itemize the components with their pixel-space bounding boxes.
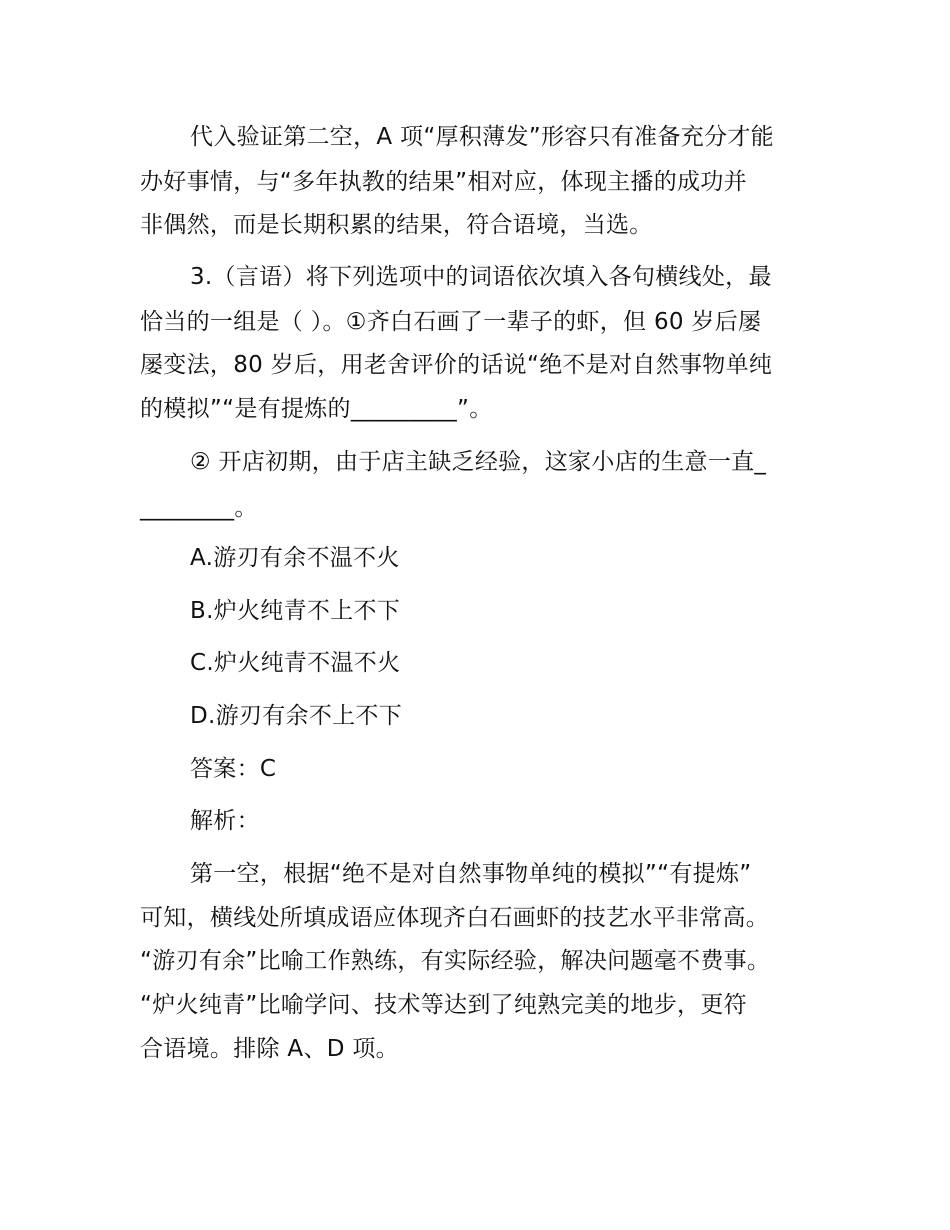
question-line: 的模拟”“是有提炼的_________”。 <box>140 396 493 422</box>
option-d: D.游刃有余不上不下 <box>190 703 403 729</box>
option-b: B.炉火纯青不上不下 <box>190 598 401 624</box>
analysis-line: 可知，横线处所填成语应体现齐白石画虾的技艺水平非常高。 <box>140 905 770 931</box>
option-c: C.炉火纯青不温不火 <box>190 650 401 676</box>
paragraph-line: 非偶然，而是长期积累的结果，符合语境，当选。 <box>140 212 653 238</box>
analysis-line: “游刃有余”比喻工作熟练，有实际经验，解决问题毫不费事。 <box>140 948 771 974</box>
paragraph-line: 办好事情，与“多年执教的结果”相对应，体现主播的成功并 <box>140 169 747 195</box>
analysis-label: 解析： <box>190 808 260 834</box>
question-line: 恰当的一组是（ ）。①齐白石画了一辈子的虾，但 60 岁后屡 <box>140 309 762 335</box>
sentence-line: ② 开店初期，由于店主缺乏经验，这家小店的生意一直_ <box>190 449 767 475</box>
option-a: A.游刃有余不温不火 <box>190 545 400 571</box>
question-line: 3.（言语）将下列选项中的词语依次填入各句横线处，最 <box>190 264 772 290</box>
analysis-line: 第一空，根据“绝不是对自然事物单纯的模拟”“有提炼” <box>190 861 752 887</box>
analysis-line: 合语境。排除 A、D 项。 <box>140 1036 399 1062</box>
question-line: 屡变法，80 岁后，用老舍评价的话说“绝不是对自然事物单纯 <box>140 352 773 378</box>
analysis-line: “炉火纯青”比喻学问、技术等达到了纯熟完美的地步，更符 <box>140 992 747 1018</box>
paragraph-line: 代入验证第二空，A 项“厚积薄发”形容只有准备充分才能 <box>190 124 774 150</box>
sentence-line: ________。 <box>140 495 258 521</box>
answer-line: 答案：C <box>190 756 277 782</box>
